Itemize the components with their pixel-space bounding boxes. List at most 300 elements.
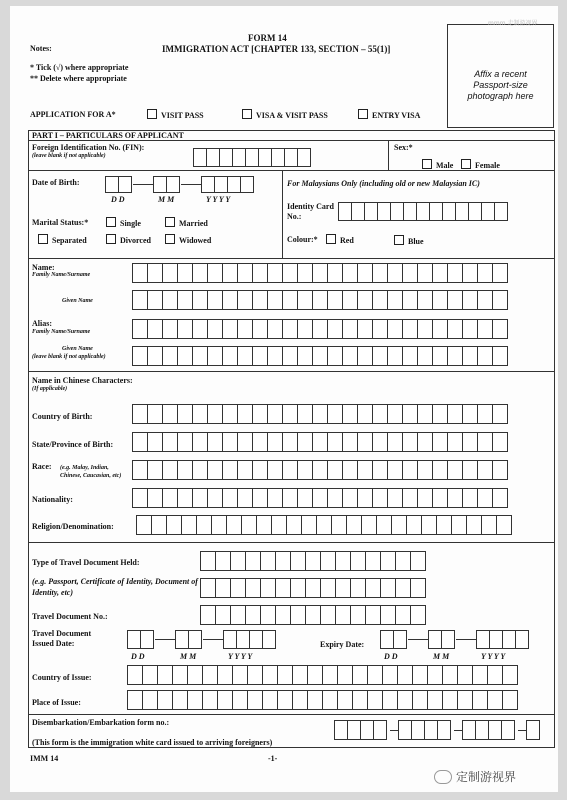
char-cell[interactable] bbox=[132, 290, 148, 310]
char-cell[interactable] bbox=[132, 432, 148, 452]
char-cell[interactable] bbox=[496, 515, 512, 535]
issued-year-input[interactable] bbox=[223, 630, 275, 649]
red-option[interactable]: Red bbox=[326, 234, 354, 245]
char-cell[interactable] bbox=[211, 515, 227, 535]
char-cell[interactable] bbox=[162, 263, 178, 283]
char-cell[interactable] bbox=[237, 404, 253, 424]
char-cell[interactable] bbox=[357, 488, 373, 508]
char-cell[interactable] bbox=[202, 690, 218, 710]
char-cell[interactable] bbox=[417, 346, 433, 366]
char-cell[interactable] bbox=[172, 690, 188, 710]
char-cell[interactable] bbox=[187, 690, 203, 710]
char-cell[interactable] bbox=[342, 432, 358, 452]
char-cell[interactable] bbox=[187, 665, 203, 685]
char-cell[interactable] bbox=[222, 263, 238, 283]
char-cell[interactable] bbox=[466, 515, 482, 535]
char-cell[interactable] bbox=[492, 290, 508, 310]
char-cell[interactable] bbox=[305, 551, 321, 571]
state-birth-input[interactable] bbox=[132, 432, 507, 452]
char-cell[interactable] bbox=[342, 404, 358, 424]
char-cell[interactable] bbox=[402, 319, 418, 339]
char-cell[interactable] bbox=[402, 488, 418, 508]
char-cell[interactable] bbox=[320, 605, 336, 625]
char-cell[interactable] bbox=[462, 263, 478, 283]
char-cell[interactable] bbox=[172, 665, 188, 685]
char-cell[interactable] bbox=[372, 319, 388, 339]
char-cell[interactable] bbox=[387, 290, 403, 310]
char-cell[interactable] bbox=[387, 488, 403, 508]
char-cell[interactable] bbox=[177, 488, 193, 508]
char-cell[interactable] bbox=[192, 346, 208, 366]
char-cell[interactable] bbox=[277, 690, 293, 710]
char-cell[interactable] bbox=[147, 290, 163, 310]
char-cell[interactable] bbox=[417, 488, 433, 508]
char-cell[interactable] bbox=[282, 460, 298, 480]
char-cell[interactable] bbox=[487, 665, 503, 685]
char-cell[interactable] bbox=[207, 432, 223, 452]
char-cell[interactable] bbox=[477, 404, 493, 424]
char-cell[interactable] bbox=[192, 404, 208, 424]
char-cell[interactable] bbox=[267, 290, 283, 310]
char-cell[interactable] bbox=[447, 460, 463, 480]
char-cell[interactable] bbox=[357, 290, 373, 310]
visit-pass-checkbox[interactable] bbox=[147, 109, 157, 119]
char-cell[interactable] bbox=[222, 346, 238, 366]
entry-visa-option[interactable]: ENTRY VISA bbox=[358, 109, 420, 120]
char-cell[interactable] bbox=[290, 551, 306, 571]
char-cell[interactable] bbox=[462, 460, 478, 480]
place-issue-input[interactable] bbox=[127, 690, 517, 710]
char-cell[interactable] bbox=[252, 488, 268, 508]
char-cell[interactable] bbox=[472, 690, 488, 710]
char-cell[interactable] bbox=[327, 432, 343, 452]
char-cell[interactable] bbox=[127, 665, 143, 685]
char-cell[interactable] bbox=[436, 515, 452, 535]
char-cell[interactable] bbox=[350, 578, 366, 598]
given-name-input[interactable] bbox=[132, 290, 507, 310]
blue-checkbox[interactable] bbox=[394, 235, 404, 245]
char-cell[interactable] bbox=[297, 432, 313, 452]
char-cell[interactable] bbox=[247, 665, 263, 685]
char-cell[interactable] bbox=[151, 515, 167, 535]
char-cell[interactable] bbox=[447, 488, 463, 508]
char-cell[interactable] bbox=[387, 346, 403, 366]
char-cell[interactable] bbox=[352, 665, 368, 685]
char-cell[interactable] bbox=[372, 290, 388, 310]
char-cell[interactable] bbox=[342, 460, 358, 480]
char-cell[interactable] bbox=[230, 578, 246, 598]
char-cell[interactable] bbox=[327, 488, 343, 508]
char-cell[interactable] bbox=[312, 346, 328, 366]
char-cell[interactable] bbox=[357, 460, 373, 480]
char-cell[interactable] bbox=[207, 263, 223, 283]
char-cell[interactable] bbox=[312, 319, 328, 339]
char-cell[interactable] bbox=[222, 404, 238, 424]
char-cell[interactable] bbox=[447, 404, 463, 424]
char-cell[interactable] bbox=[322, 690, 338, 710]
char-cell[interactable] bbox=[312, 404, 328, 424]
char-cell[interactable] bbox=[237, 263, 253, 283]
char-cell[interactable] bbox=[477, 488, 493, 508]
char-cell[interactable] bbox=[136, 515, 152, 535]
char-cell[interactable] bbox=[327, 346, 343, 366]
photo-box[interactable] bbox=[447, 24, 554, 128]
char-cell[interactable] bbox=[492, 263, 508, 283]
char-cell[interactable] bbox=[462, 319, 478, 339]
char-cell[interactable] bbox=[177, 290, 193, 310]
char-cell[interactable] bbox=[252, 290, 268, 310]
male-checkbox[interactable] bbox=[422, 159, 432, 169]
char-cell[interactable] bbox=[432, 432, 448, 452]
char-cell[interactable] bbox=[312, 263, 328, 283]
char-cell[interactable] bbox=[357, 404, 373, 424]
char-cell[interactable] bbox=[267, 460, 283, 480]
char-cell[interactable] bbox=[410, 605, 426, 625]
char-cell[interactable] bbox=[327, 460, 343, 480]
char-cell[interactable] bbox=[337, 665, 353, 685]
char-cell[interactable] bbox=[432, 488, 448, 508]
char-cell[interactable] bbox=[372, 432, 388, 452]
char-cell[interactable] bbox=[192, 432, 208, 452]
expiry-year-input[interactable] bbox=[476, 630, 528, 649]
char-cell[interactable] bbox=[162, 432, 178, 452]
char-cell[interactable] bbox=[365, 551, 381, 571]
char-cell[interactable] bbox=[327, 404, 343, 424]
char-cell[interactable] bbox=[487, 690, 503, 710]
char-cell[interactable] bbox=[267, 488, 283, 508]
char-cell[interactable] bbox=[207, 488, 223, 508]
char-cell[interactable] bbox=[147, 432, 163, 452]
char-cell[interactable] bbox=[162, 319, 178, 339]
char-cell[interactable] bbox=[267, 263, 283, 283]
char-cell[interactable] bbox=[200, 605, 216, 625]
char-cell[interactable] bbox=[207, 290, 223, 310]
disembark-input-4[interactable] bbox=[526, 720, 539, 740]
char-cell[interactable] bbox=[432, 404, 448, 424]
race-input[interactable] bbox=[132, 460, 507, 480]
char-cell[interactable] bbox=[222, 290, 238, 310]
char-cell[interactable] bbox=[410, 578, 426, 598]
char-cell[interactable] bbox=[432, 460, 448, 480]
alias-given-input[interactable] bbox=[132, 346, 507, 366]
char-cell[interactable] bbox=[132, 460, 148, 480]
char-cell[interactable] bbox=[177, 263, 193, 283]
char-cell[interactable] bbox=[492, 404, 508, 424]
char-cell[interactable] bbox=[427, 665, 443, 685]
char-cell[interactable] bbox=[307, 690, 323, 710]
char-cell[interactable] bbox=[241, 515, 257, 535]
char-cell[interactable] bbox=[301, 515, 317, 535]
country-issue-input[interactable] bbox=[127, 665, 517, 685]
char-cell[interactable] bbox=[335, 551, 351, 571]
char-cell[interactable] bbox=[432, 346, 448, 366]
char-cell[interactable] bbox=[387, 263, 403, 283]
char-cell[interactable] bbox=[477, 290, 493, 310]
char-cell[interactable] bbox=[387, 319, 403, 339]
char-cell[interactable] bbox=[457, 690, 473, 710]
char-cell[interactable] bbox=[275, 578, 291, 598]
single-option[interactable]: Single bbox=[106, 217, 141, 228]
char-cell[interactable] bbox=[367, 665, 383, 685]
char-cell[interactable] bbox=[275, 551, 291, 571]
char-cell[interactable] bbox=[442, 690, 458, 710]
char-cell[interactable] bbox=[207, 346, 223, 366]
char-cell[interactable] bbox=[282, 290, 298, 310]
char-cell[interactable] bbox=[282, 263, 298, 283]
char-cell[interactable] bbox=[357, 432, 373, 452]
char-cell[interactable] bbox=[462, 346, 478, 366]
char-cell[interactable] bbox=[380, 551, 396, 571]
expiry-day-input[interactable] bbox=[380, 630, 406, 649]
char-cell[interactable] bbox=[202, 665, 218, 685]
char-cell[interactable] bbox=[322, 665, 338, 685]
char-cell[interactable] bbox=[307, 665, 323, 685]
char-cell[interactable] bbox=[427, 690, 443, 710]
char-cell[interactable] bbox=[237, 319, 253, 339]
char-cell[interactable] bbox=[365, 605, 381, 625]
dob-month-input[interactable] bbox=[153, 176, 179, 193]
char-cell[interactable] bbox=[147, 263, 163, 283]
char-cell[interactable] bbox=[305, 605, 321, 625]
widowed-option[interactable]: Widowed bbox=[165, 234, 211, 245]
char-cell[interactable] bbox=[346, 515, 362, 535]
char-cell[interactable] bbox=[222, 488, 238, 508]
char-cell[interactable] bbox=[397, 665, 413, 685]
char-cell[interactable] bbox=[222, 319, 238, 339]
char-cell[interactable] bbox=[477, 346, 493, 366]
char-cell[interactable] bbox=[260, 551, 276, 571]
char-cell[interactable] bbox=[327, 319, 343, 339]
char-cell[interactable] bbox=[132, 488, 148, 508]
char-cell[interactable] bbox=[357, 263, 373, 283]
expiry-month-input[interactable] bbox=[428, 630, 454, 649]
char-cell[interactable] bbox=[380, 605, 396, 625]
char-cell[interactable] bbox=[215, 578, 231, 598]
char-cell[interactable] bbox=[412, 690, 428, 710]
char-cell[interactable] bbox=[477, 432, 493, 452]
country-birth-input[interactable] bbox=[132, 404, 507, 424]
char-cell[interactable] bbox=[267, 346, 283, 366]
issued-month-input[interactable] bbox=[175, 630, 201, 649]
char-cell[interactable] bbox=[382, 665, 398, 685]
char-cell[interactable] bbox=[217, 690, 233, 710]
char-cell[interactable] bbox=[481, 515, 497, 535]
char-cell[interactable] bbox=[166, 515, 182, 535]
char-cell[interactable] bbox=[286, 515, 302, 535]
char-cell[interactable] bbox=[432, 263, 448, 283]
char-cell[interactable] bbox=[367, 690, 383, 710]
char-cell[interactable] bbox=[397, 690, 413, 710]
char-cell[interactable] bbox=[282, 488, 298, 508]
char-cell[interactable] bbox=[222, 432, 238, 452]
char-cell[interactable] bbox=[247, 690, 263, 710]
char-cell[interactable] bbox=[162, 404, 178, 424]
char-cell[interactable] bbox=[406, 515, 422, 535]
char-cell[interactable] bbox=[342, 319, 358, 339]
char-cell[interactable] bbox=[417, 404, 433, 424]
char-cell[interactable] bbox=[147, 404, 163, 424]
char-cell[interactable] bbox=[267, 404, 283, 424]
char-cell[interactable] bbox=[372, 263, 388, 283]
char-cell[interactable] bbox=[352, 690, 368, 710]
char-cell[interactable] bbox=[147, 460, 163, 480]
char-cell[interactable] bbox=[192, 319, 208, 339]
char-cell[interactable] bbox=[267, 432, 283, 452]
char-cell[interactable] bbox=[391, 515, 407, 535]
char-cell[interactable] bbox=[380, 578, 396, 598]
char-cell[interactable] bbox=[327, 263, 343, 283]
char-cell[interactable] bbox=[382, 690, 398, 710]
family-name-input[interactable] bbox=[132, 263, 507, 283]
char-cell[interactable] bbox=[365, 578, 381, 598]
char-cell[interactable] bbox=[305, 578, 321, 598]
char-cell[interactable] bbox=[282, 404, 298, 424]
char-cell[interactable] bbox=[207, 404, 223, 424]
char-cell[interactable] bbox=[492, 488, 508, 508]
char-cell[interactable] bbox=[457, 665, 473, 685]
char-cell[interactable] bbox=[297, 346, 313, 366]
char-cell[interactable] bbox=[245, 605, 261, 625]
male-option[interactable]: Male bbox=[422, 159, 453, 170]
char-cell[interactable] bbox=[417, 432, 433, 452]
char-cell[interactable] bbox=[162, 346, 178, 366]
char-cell[interactable] bbox=[162, 290, 178, 310]
char-cell[interactable] bbox=[207, 460, 223, 480]
char-cell[interactable] bbox=[462, 488, 478, 508]
char-cell[interactable] bbox=[262, 690, 278, 710]
char-cell[interactable] bbox=[222, 460, 238, 480]
char-cell[interactable] bbox=[350, 551, 366, 571]
char-cell[interactable] bbox=[147, 346, 163, 366]
char-cell[interactable] bbox=[252, 432, 268, 452]
char-cell[interactable] bbox=[335, 578, 351, 598]
char-cell[interactable] bbox=[262, 665, 278, 685]
char-cell[interactable] bbox=[447, 319, 463, 339]
char-cell[interactable] bbox=[226, 515, 242, 535]
char-cell[interactable] bbox=[395, 551, 411, 571]
char-cell[interactable] bbox=[271, 515, 287, 535]
char-cell[interactable] bbox=[237, 346, 253, 366]
char-cell[interactable] bbox=[245, 578, 261, 598]
char-cell[interactable] bbox=[256, 515, 272, 535]
char-cell[interactable] bbox=[297, 290, 313, 310]
char-cell[interactable] bbox=[237, 290, 253, 310]
char-cell[interactable] bbox=[472, 665, 488, 685]
char-cell[interactable] bbox=[502, 690, 518, 710]
dob-day-input[interactable] bbox=[105, 176, 131, 193]
char-cell[interactable] bbox=[312, 290, 328, 310]
char-cell[interactable] bbox=[447, 432, 463, 452]
separated-checkbox[interactable] bbox=[38, 234, 48, 244]
married-checkbox[interactable] bbox=[165, 217, 175, 227]
char-cell[interactable] bbox=[252, 460, 268, 480]
female-checkbox[interactable] bbox=[461, 159, 471, 169]
char-cell[interactable] bbox=[297, 488, 313, 508]
fin-input[interactable] bbox=[193, 148, 310, 167]
char-cell[interactable] bbox=[331, 515, 347, 535]
char-cell[interactable] bbox=[142, 690, 158, 710]
char-cell[interactable] bbox=[162, 460, 178, 480]
char-cell[interactable] bbox=[320, 578, 336, 598]
char-cell[interactable] bbox=[395, 578, 411, 598]
char-cell[interactable] bbox=[502, 665, 518, 685]
char-cell[interactable] bbox=[372, 404, 388, 424]
char-cell[interactable] bbox=[192, 290, 208, 310]
divorced-option[interactable]: Divorced bbox=[106, 234, 151, 245]
issued-day-input[interactable] bbox=[127, 630, 153, 649]
char-cell[interactable] bbox=[342, 263, 358, 283]
char-cell[interactable] bbox=[282, 319, 298, 339]
char-cell[interactable] bbox=[320, 551, 336, 571]
char-cell[interactable] bbox=[316, 515, 332, 535]
char-cell[interactable] bbox=[492, 319, 508, 339]
char-cell[interactable] bbox=[177, 319, 193, 339]
char-cell[interactable] bbox=[237, 488, 253, 508]
char-cell[interactable] bbox=[387, 404, 403, 424]
char-cell[interactable] bbox=[297, 404, 313, 424]
char-cell[interactable] bbox=[402, 290, 418, 310]
char-cell[interactable] bbox=[196, 515, 212, 535]
red-checkbox[interactable] bbox=[326, 234, 336, 244]
char-cell[interactable] bbox=[127, 690, 143, 710]
char-cell[interactable] bbox=[361, 515, 377, 535]
char-cell[interactable] bbox=[477, 460, 493, 480]
char-cell[interactable] bbox=[402, 404, 418, 424]
char-cell[interactable] bbox=[177, 404, 193, 424]
char-cell[interactable] bbox=[237, 432, 253, 452]
travel-type-input[interactable] bbox=[200, 551, 425, 571]
char-cell[interactable] bbox=[157, 690, 173, 710]
visa-visit-option[interactable]: VISA & VISIT PASS bbox=[242, 109, 328, 120]
char-cell[interactable] bbox=[462, 432, 478, 452]
char-cell[interactable] bbox=[142, 665, 158, 685]
char-cell[interactable] bbox=[162, 488, 178, 508]
char-cell[interactable] bbox=[402, 346, 418, 366]
char-cell[interactable] bbox=[230, 605, 246, 625]
married-option[interactable]: Married bbox=[165, 217, 208, 228]
visit-pass-option[interactable]: VISIT PASS bbox=[147, 109, 204, 120]
dob-year-input[interactable] bbox=[201, 176, 253, 193]
char-cell[interactable] bbox=[275, 605, 291, 625]
char-cell[interactable] bbox=[230, 551, 246, 571]
char-cell[interactable] bbox=[492, 460, 508, 480]
char-cell[interactable] bbox=[447, 263, 463, 283]
char-cell[interactable] bbox=[442, 665, 458, 685]
char-cell[interactable] bbox=[245, 551, 261, 571]
char-cell[interactable] bbox=[290, 605, 306, 625]
char-cell[interactable] bbox=[410, 551, 426, 571]
char-cell[interactable] bbox=[372, 460, 388, 480]
char-cell[interactable] bbox=[232, 665, 248, 685]
char-cell[interactable] bbox=[260, 605, 276, 625]
char-cell[interactable] bbox=[312, 488, 328, 508]
char-cell[interactable] bbox=[232, 690, 248, 710]
char-cell[interactable] bbox=[200, 578, 216, 598]
char-cell[interactable] bbox=[335, 605, 351, 625]
char-cell[interactable] bbox=[447, 346, 463, 366]
entry-visa-checkbox[interactable] bbox=[358, 109, 368, 119]
char-cell[interactable] bbox=[451, 515, 467, 535]
char-cell[interactable] bbox=[417, 460, 433, 480]
char-cell[interactable] bbox=[342, 290, 358, 310]
char-cell[interactable] bbox=[207, 319, 223, 339]
char-cell[interactable] bbox=[147, 488, 163, 508]
char-cell[interactable] bbox=[177, 346, 193, 366]
char-cell[interactable] bbox=[277, 665, 293, 685]
char-cell[interactable] bbox=[192, 263, 208, 283]
char-cell[interactable] bbox=[147, 319, 163, 339]
disembark-input-3[interactable] bbox=[462, 720, 514, 740]
